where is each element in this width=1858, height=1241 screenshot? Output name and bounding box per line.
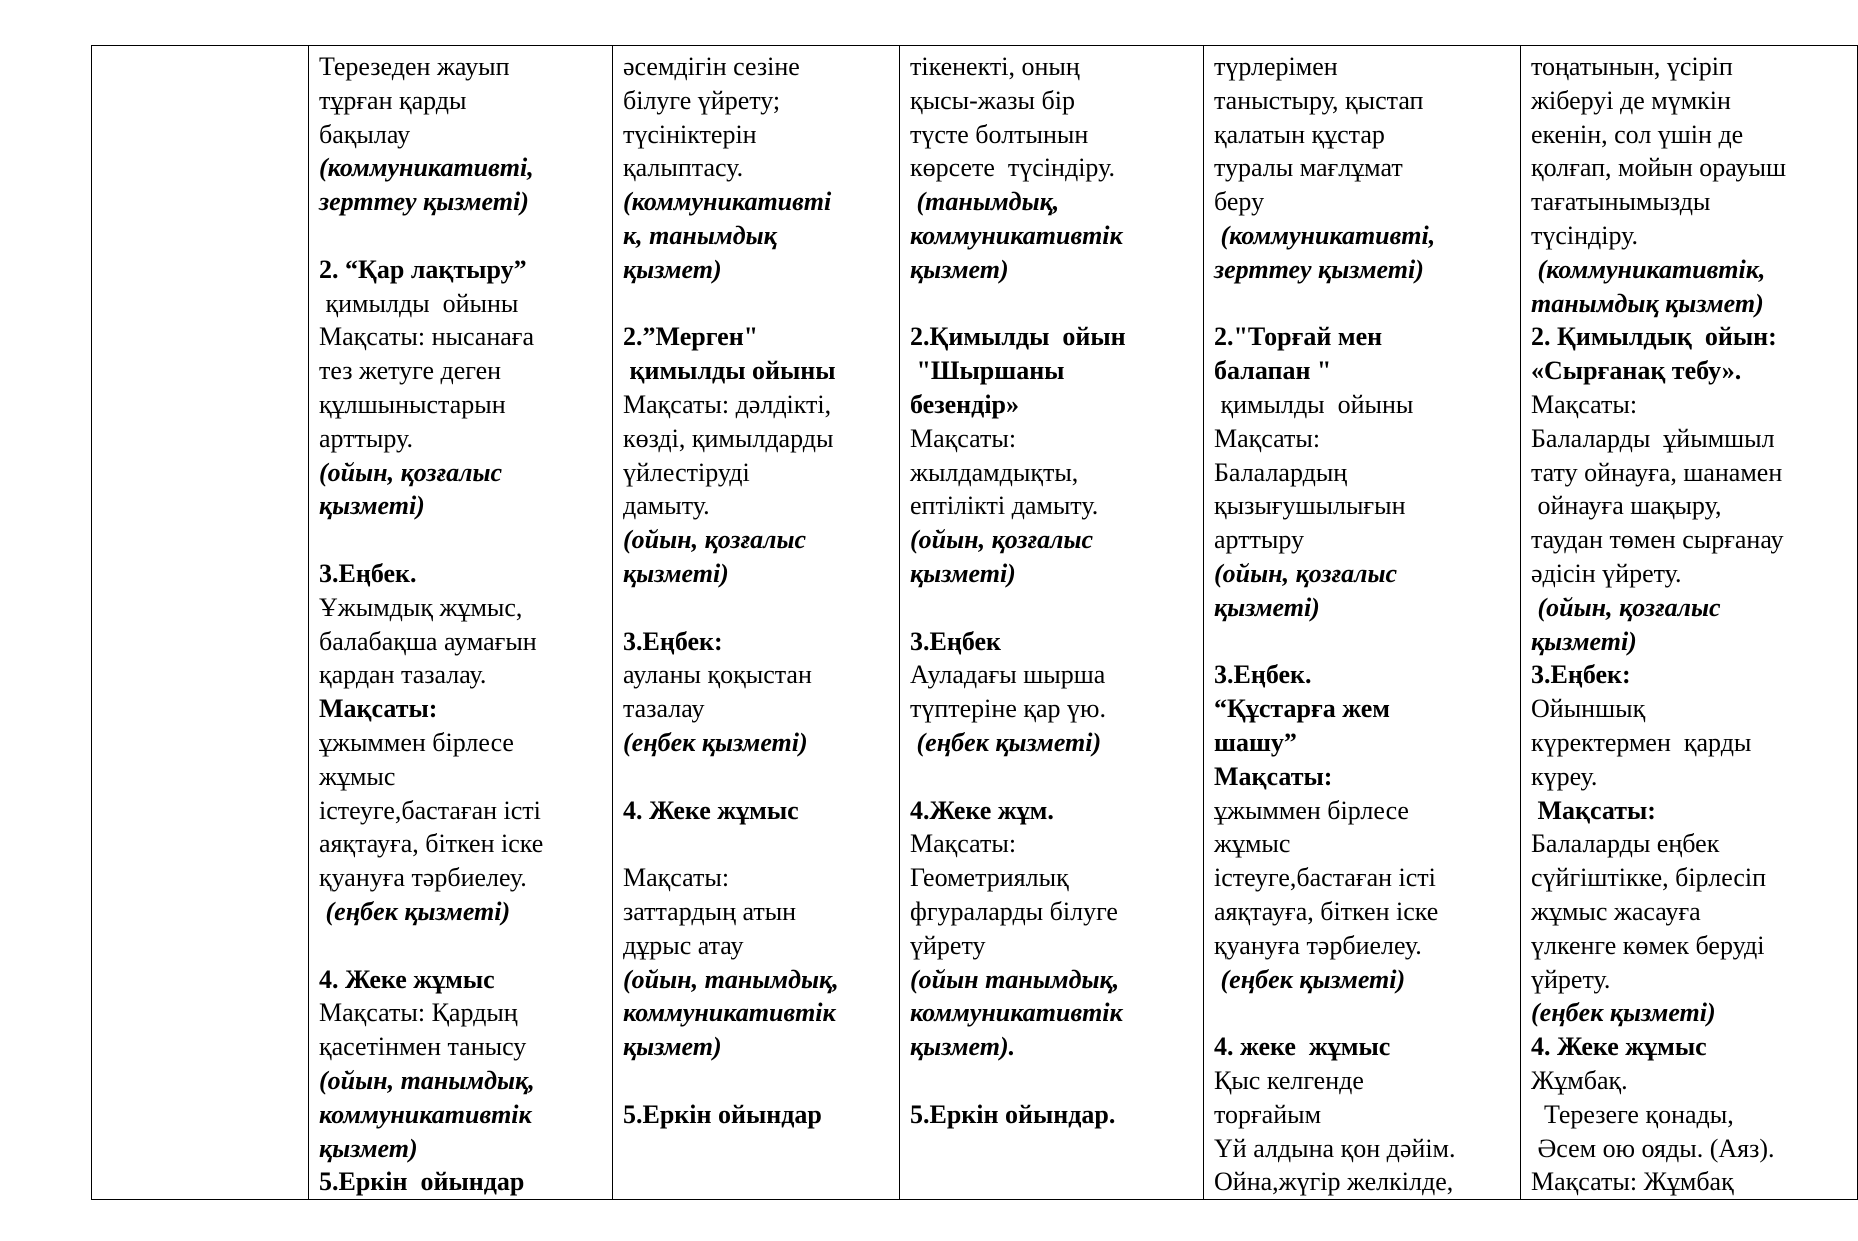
text-line: Балаларды ұйымшыл: [1531, 423, 1775, 453]
text-line: Мақсаты:: [1531, 389, 1638, 419]
text-line: білуге үйрету;: [623, 85, 781, 115]
text-line: түсте болтынын: [910, 119, 1089, 149]
text-line: қуануға тәрбиелеу.: [319, 863, 527, 893]
text-line: (ойын, қозғалыс: [1214, 558, 1398, 588]
text-line: аяқтауға, біткен іске: [1214, 896, 1439, 926]
text-line: қысы-жазы бір: [910, 85, 1075, 115]
text-line: қызмет): [623, 1032, 722, 1062]
table-cell-empty: [92, 46, 309, 1200]
text-line: Терезеге қонады,: [1531, 1099, 1734, 1129]
text-line: Жұмбақ.: [1531, 1065, 1628, 1095]
text-line: "Шыршаны: [910, 356, 1065, 386]
text-line: 3.Еңбек:: [1531, 660, 1631, 690]
text-line: қимылды ойыны: [1214, 389, 1414, 419]
text-line: Балалардың: [1214, 457, 1348, 487]
text-line: қолғап, мойын орауыш: [1531, 153, 1786, 183]
text-line: коммуникативтік: [623, 998, 836, 1028]
table-cell-day-4: [1204, 46, 1521, 1200]
text-line: Ойна,жүгір желкілде,: [1214, 1167, 1454, 1197]
text-line: (ойын, қозғалыс: [623, 525, 807, 555]
text-line: (коммуникативті: [623, 187, 832, 217]
table-cell-day-3: [900, 46, 1204, 1200]
text-line: Мақсаты:: [623, 863, 730, 893]
text-line: коммуникативтік: [910, 220, 1123, 250]
text-line: арттыру: [1214, 525, 1305, 555]
text-line: аяқтауға, біткен іске: [319, 829, 544, 859]
text-line: жұмыс: [1214, 829, 1291, 859]
text-line: қызығушылығын: [1214, 491, 1406, 521]
text-line: ауланы қоқыстан: [623, 660, 812, 690]
text-line: Мақсаты:: [1214, 761, 1333, 791]
text-line: құлшыныстарын: [319, 389, 506, 419]
text-line: зерттеу қызметі): [1214, 254, 1424, 284]
text-line: сүйгіштікке, бірлесіп: [1531, 863, 1767, 893]
text-line: күректермен қарды: [1531, 727, 1752, 757]
text-line: таныстыру, қыстап: [1214, 85, 1424, 115]
text-line: дамыту.: [623, 491, 710, 521]
text-line: (ойын, қозғалыс: [910, 525, 1094, 555]
text-line: (ойын, танымдық,: [319, 1065, 535, 1095]
text-line: Ойыншық: [1531, 694, 1646, 724]
blank-line: [910, 1064, 1193, 1098]
text-line: Мақсаты:: [910, 829, 1017, 859]
text-line: қимылды ойыны: [623, 356, 836, 386]
text-line: танымдық қызмет): [1531, 288, 1764, 318]
text-line: (коммуникативті,: [319, 153, 534, 183]
text-line: торғайым: [1214, 1099, 1322, 1129]
text-line: 3.Еңбек: [910, 626, 1001, 656]
text-line: қардан тазалау.: [319, 660, 487, 690]
text-line: қызметі): [1214, 592, 1320, 622]
text-line: тағатынымызды: [1531, 187, 1711, 217]
text-line: Терезеден жауып: [319, 52, 510, 81]
text-line: заттардың атын: [623, 896, 797, 926]
text-line: үйлестіруді: [623, 457, 750, 487]
text-line: бақылау: [319, 119, 411, 149]
text-line: қызметі): [319, 491, 425, 521]
text-line: қызметі): [623, 558, 729, 588]
text-line: қызмет): [623, 254, 722, 284]
text-line: жылдамдықты,: [910, 457, 1079, 487]
text-line: 5.Еркін ойындар: [623, 1099, 822, 1129]
blank-line: [1214, 625, 1510, 659]
text-line: қызмет).: [910, 1032, 1016, 1062]
text-line: Қыс келгенде: [1214, 1065, 1364, 1095]
text-line: 2. “Қар лақтыру”: [319, 254, 527, 284]
text-line: 3.Еңбек:: [623, 626, 723, 656]
blank-line: [623, 827, 889, 861]
text-line: әсемдігін сезіне: [623, 52, 800, 81]
text-line: үлкенге көмек беруді: [1531, 930, 1765, 960]
text-line: коммуникативтік: [910, 998, 1123, 1028]
text-line: 3.Еңбек.: [1214, 660, 1312, 690]
text-line: (еңбек қызметі): [910, 727, 1102, 757]
text-line: 4.Жеке жұм.: [910, 795, 1054, 825]
blank-line: [319, 523, 602, 557]
blank-line: [1214, 287, 1510, 321]
text-line: Балаларды еңбек: [1531, 829, 1720, 859]
table-cell-day-5: [1521, 46, 1858, 1200]
text-line: қызметі): [1531, 626, 1637, 656]
text-line: тазалау: [623, 694, 705, 724]
text-line: қимылды ойыны: [319, 288, 519, 318]
text-line: ойнауға шақыру,: [1531, 491, 1722, 521]
text-line: қасетінмен танысу: [319, 1032, 527, 1062]
text-line: тату ойнауға, шанамен: [1531, 457, 1783, 487]
table-cell-day-1: [309, 46, 613, 1200]
text-line: істеуге,бастаған істі: [1214, 863, 1436, 893]
blank-line: [623, 760, 889, 794]
text-line: Мақсаты: Қардың: [319, 998, 518, 1028]
text-line: үйрету.: [1531, 964, 1611, 994]
blank-line: [319, 929, 602, 963]
text-line: 4. Жеке жұмыс: [623, 795, 799, 825]
blank-line: [910, 760, 1193, 794]
text-line: тұрған қарды: [319, 85, 467, 115]
text-line: коммуникативтік: [319, 1099, 532, 1129]
text-line: 2. Қимылдық ойын:: [1531, 322, 1777, 352]
text-line: Мақсаты: Жұмбақ: [1531, 1167, 1734, 1197]
text-line: шашу”: [1214, 727, 1297, 757]
text-line: (танымдық,: [910, 187, 1060, 217]
text-line: 4. Жеке жұмыс: [1531, 1032, 1707, 1062]
text-line: 2.Қимылды ойын: [910, 322, 1126, 352]
text-line: көзді, қимылдарды: [623, 423, 834, 453]
text-line: “Құстарға жем: [1214, 694, 1391, 724]
text-line: жұмыс жасауға: [1531, 896, 1701, 926]
text-line: қалыптасу.: [623, 153, 744, 183]
text-line: қызмет): [910, 254, 1009, 284]
text-line: 2."Торғай мен: [1214, 322, 1383, 352]
blank-line: [623, 1064, 889, 1098]
text-line: қызмет): [319, 1133, 418, 1163]
text-line: істеуге,бастаған істі: [319, 795, 541, 825]
activity-plan-table: [91, 45, 1858, 1200]
text-line: тоңатынын, үсіріп: [1531, 52, 1733, 81]
text-line: 4. Жеке жұмыс: [319, 964, 495, 994]
text-line: (ойын, қозғалыс: [1531, 592, 1721, 622]
text-line: қалатын құстар: [1214, 119, 1385, 149]
text-line: зерттеу қызметі): [319, 187, 529, 217]
text-line: Мақсаты:: [910, 423, 1017, 453]
text-line: тікенекті, оның: [910, 52, 1080, 81]
text-line: (еңбек қызметі): [1531, 998, 1716, 1028]
text-line: «Сырғанақ тебу».: [1531, 356, 1742, 386]
text-line: әдісін үйрету.: [1531, 558, 1682, 588]
text-line: қызметі): [910, 558, 1016, 588]
text-line: жұмыс: [319, 761, 396, 791]
text-line: фгураларды білуге: [910, 896, 1118, 926]
blank-line: [623, 591, 889, 625]
text-line: түсініктерін: [623, 119, 757, 149]
text-line: (коммуникативті,: [1214, 220, 1436, 250]
text-line: ұжыммен бірлесе: [319, 727, 514, 757]
text-line: ептілікті дамыту.: [910, 491, 1099, 521]
text-line: дұрыс атау: [623, 930, 744, 960]
text-line: безендір»: [910, 389, 1020, 419]
text-line: Мақсаты: нысанаға: [319, 322, 535, 352]
text-line: түсіндіру.: [1531, 220, 1639, 250]
text-line: көрсете түсіндіру.: [910, 153, 1115, 183]
text-line: түптеріне қар үю.: [910, 694, 1106, 724]
text-line: күреу.: [1531, 761, 1598, 791]
text-line: 3.Еңбек.: [319, 558, 417, 588]
text-line: түрлерімен: [1214, 52, 1338, 81]
text-line: (коммуникативтік,: [1531, 254, 1766, 284]
text-line: 4. жеке жұмыс: [1214, 1032, 1391, 1062]
table-row: [92, 46, 1858, 1200]
text-line: ұжыммен бірлесе: [1214, 795, 1409, 825]
text-line: 5.Еркін ойындар: [319, 1167, 525, 1197]
text-line: балапан ": [1214, 356, 1332, 386]
text-line: Мақсаты:: [1214, 423, 1321, 453]
blank-line: [910, 591, 1193, 625]
text-line: (еңбек қызметі): [623, 727, 808, 757]
blank-line: [1214, 996, 1510, 1030]
text-line: (ойын, танымдық,: [623, 964, 839, 994]
text-line: екенін, сол үшін де: [1531, 119, 1744, 149]
table-cell-day-2: [613, 46, 900, 1200]
text-line: үйрету: [910, 930, 986, 960]
text-line: Геометриялық: [910, 863, 1069, 893]
text-line: к, танымдық: [623, 220, 777, 250]
text-line: Үй алдына қон дәйім.: [1214, 1133, 1456, 1163]
text-line: Ұжымдық жұмыс,: [319, 592, 523, 622]
text-line: (еңбек қызметі): [1214, 964, 1406, 994]
blank-line: [623, 287, 889, 321]
text-line: Мақсаты:: [1531, 795, 1656, 825]
text-line: 5.Еркін ойындар.: [910, 1099, 1116, 1129]
text-line: 2.”Мерген": [623, 322, 759, 352]
blank-line: [910, 287, 1193, 321]
text-line: Ауладағы шырша: [910, 660, 1106, 690]
text-line: балабақша аумағын: [319, 626, 537, 656]
blank-line: [319, 219, 602, 253]
text-line: арттыру.: [319, 423, 413, 453]
text-line: жіберуі де мүмкін: [1531, 85, 1731, 115]
text-line: қуануға тәрбиелеу.: [1214, 930, 1422, 960]
text-line: Әсем ою ояды. (Аяз).: [1531, 1133, 1775, 1163]
text-line: (ойын, қозғалыс: [319, 457, 503, 487]
text-line: беру: [1214, 187, 1265, 217]
text-line: Мақсаты:: [319, 694, 438, 724]
text-line: Мақсаты: дәлдікті,: [623, 389, 832, 419]
text-line: тез жетуге деген: [319, 356, 502, 386]
text-line: таудан төмен сырғанау: [1531, 525, 1784, 555]
text-line: туралы мағлұмат: [1214, 153, 1403, 183]
text-line: (еңбек қызметі): [319, 896, 511, 926]
text-line: (ойын танымдық,: [910, 964, 1120, 994]
